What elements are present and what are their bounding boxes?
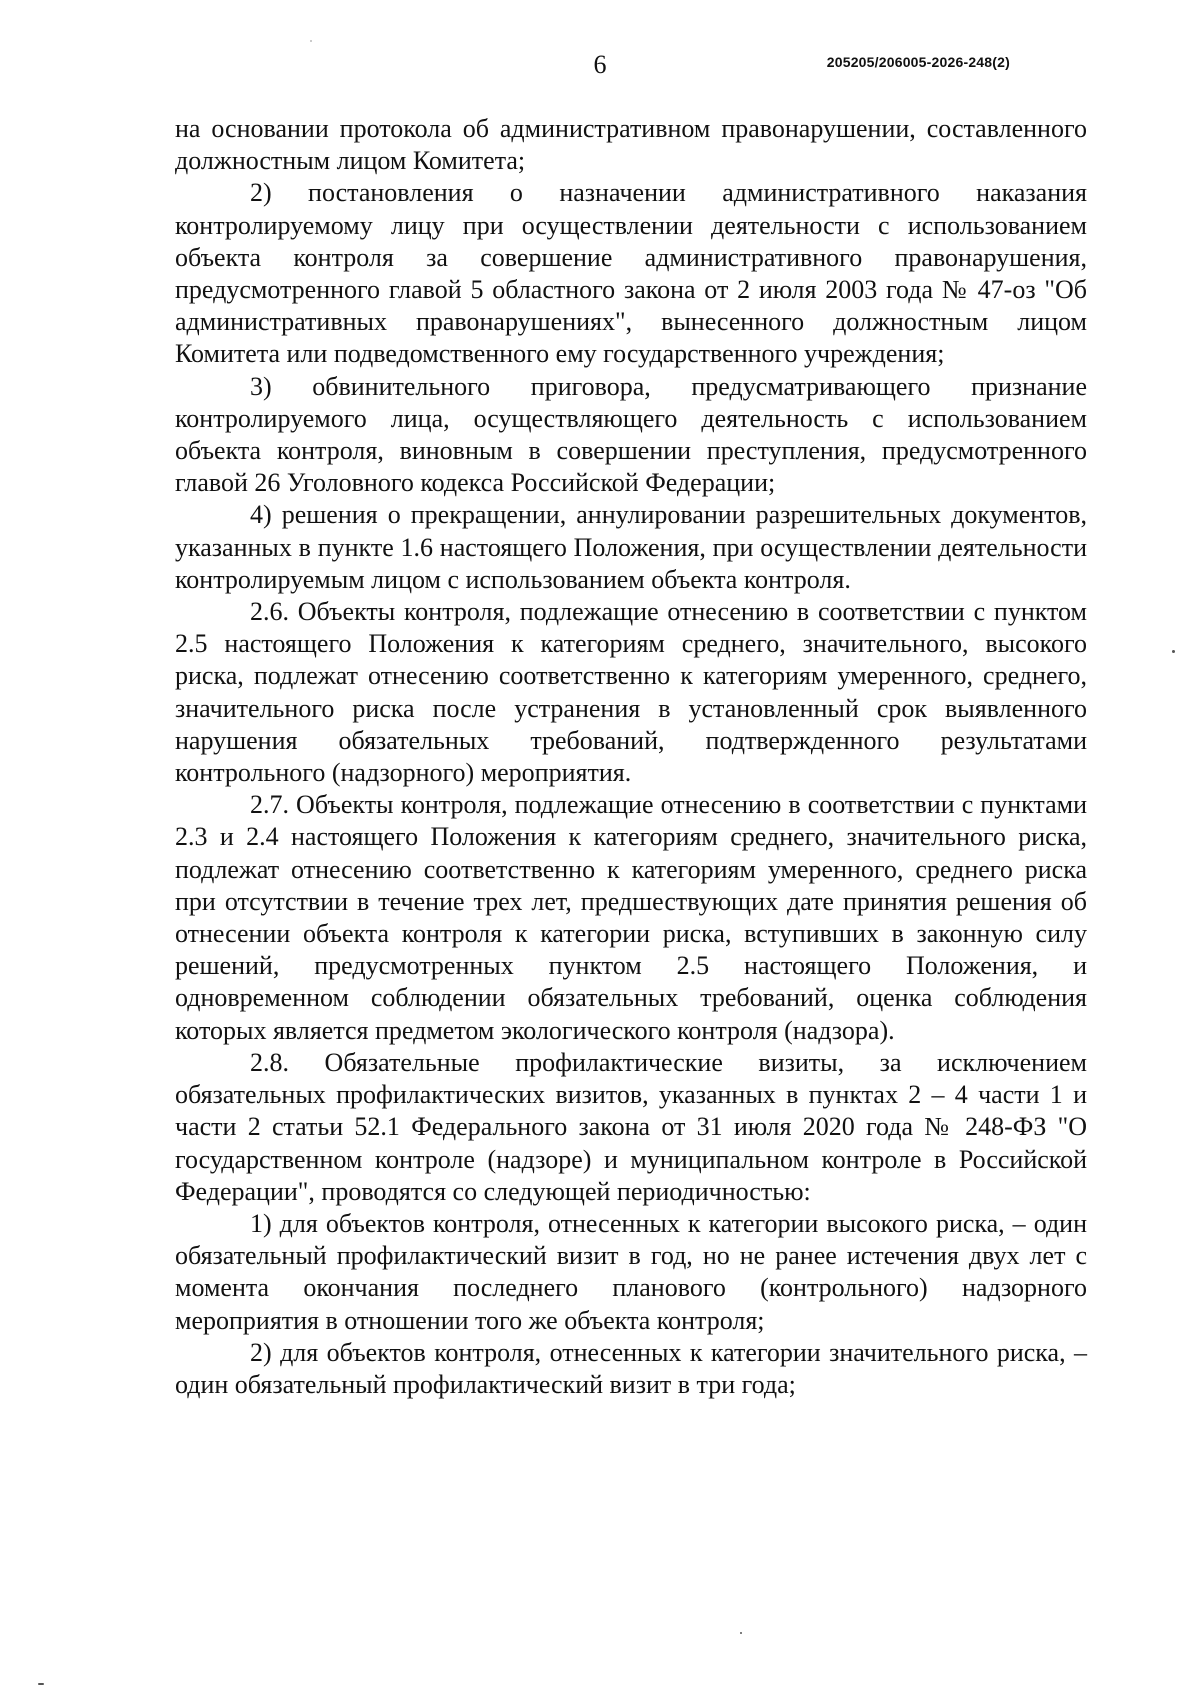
paragraph: 2) для объектов контроля, отнесенных к категории значительного риска, – один обязательный профилактический визит в три года; [175, 1337, 1087, 1399]
scan-speck [38, 1683, 44, 1685]
paragraph: 3) обвинительного приговора, предусматривающего признание контролируемого лица, осуществляющего деятельность с использованием объекта контроля, виновным в совершении преступления, предусмотренного главой 26 Уголовного кодекса Российской Федерации; [175, 371, 1087, 498]
scan-speck [1172, 650, 1175, 653]
paragraph: 2.6. Объекты контроля, подлежащие отнесению в соответствии с пунктом 2.5 настоящего Положения к категориям среднего, значительного, высокого риска, подлежат отнесению соответственно к категориям умеренного, среднего, значительного риска после устранения в установленный срок выявленного нарушения обязательных требований, подтвержденного результатами контрольного (надзорного) мероприятия. [175, 597, 1087, 788]
document-id: 205205/206005-2026-248(2) [826, 54, 1010, 70]
scan-speck [740, 1632, 742, 1634]
paragraph: на основании протокола об административном правонарушении, составленного должностным лицом Комитета; [175, 114, 1087, 176]
scan-speck [310, 40, 312, 42]
document-body [175, 113, 1087, 1401]
paragraph: 1) для объектов контроля, отнесенных к категории высокого риска, – один обязательный профилактический визит в год, но не ранее истечения двух лет с момента окончания последнего планового (контрольного) надзорного мероприятия в отношении того же объекта контроля; [175, 1208, 1087, 1335]
paragraph: 2) постановления о назначении административного наказания контролируемому лицу при осуществлении деятельности с использованием объекта контроля за совершение административного правонарушения, предусмотренного главой 5 областного закона от 2 июля 2003 года № 47-оз "Об административных правонарушениях", вынесенного должностным лицом Комитета или подведомственного ему государственного учреждения; [175, 178, 1087, 369]
paragraph: 2.8. Обязательные профилактические визиты, за исключением обязательных профилактических визитов, указанных в пунктах 2 – 4 части 1 и части 2 статьи 52.1 Федерального закона от 31 июля 2020 года № 248-ФЗ "О государственном контроле (надзоре) и муниципальном контроле в Российской Федерации", проводятся со следующей периодичностью: [175, 1047, 1087, 1206]
paragraph: 2.7. Объекты контроля, подлежащие отнесению в соответствии с пунктами 2.3 и 2.4 настоящего Положения к категориям среднего, значительного риска, подлежат отнесению соответственно к категориям умеренного, среднего риска при отсутствии в течение трех лет, предшествующих дате принятия решения об отнесении объекта контроля к категории риска, вступивших в законную силу решений, предусмотренных пунктом 2.5 настоящего Положения, и одновременном соблюдении обязательных требований, оценка соблюдения которых является предметом экологического контроля (надзора). [175, 790, 1087, 1045]
page-number: 6 [593, 50, 607, 79]
paragraph: 4) решения о прекращении, аннулировании разрешительных документов, указанных в пункте 1.6 настоящего Положения, при осуществлении деятельности контролируемым лицом с использованием объекта контроля. [175, 500, 1087, 594]
